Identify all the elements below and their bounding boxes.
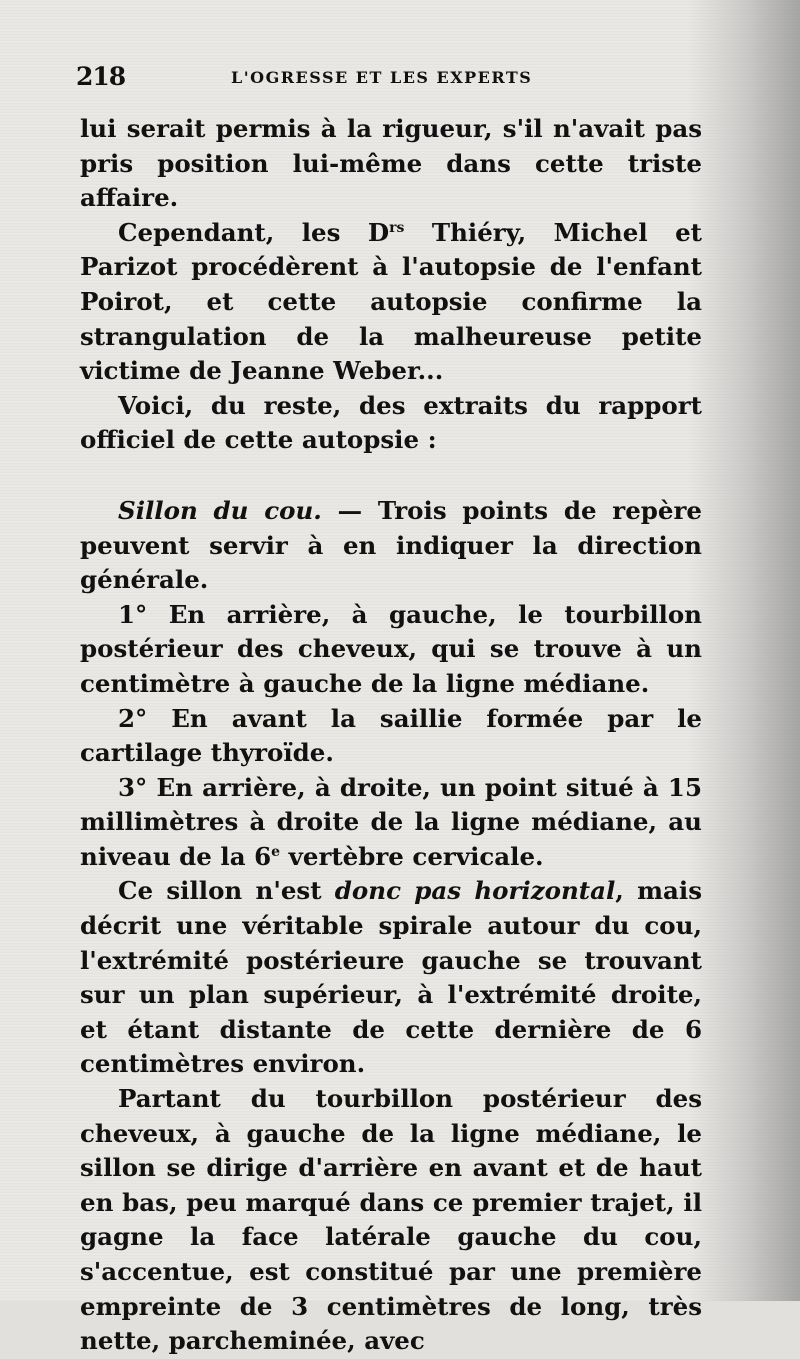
paragraph-extracts-intro: Voici, du reste, des extraits du rapport officiel de cette autopsie : xyxy=(80,390,702,455)
paragraph-trajectory: Partant du tourbillon postérieur des cheveux, à gauche de la ligne médiane, le sillon se dirige d'arrière en avant et de haut en bas, peu marqué dans ce premier trajet, il gagne la face latérale gauche du cou, s'accentue, est constitué par une première empreinte de 3 centimètres de long, très nette, parcheminée, avec xyxy=(80,1084,702,1356)
paragraph-autopsy: Cependant, les $D^{rs}$ Thiéry, Michel et Parizot procédèrent à l'autopsie de l'enfant Poirot, et cette autopsie confirme la strangulation de la malheureuse petite victime de Jeanne Weber... xyxy=(80,217,702,386)
paragraph-continuation: lui serait permis à la rigueur, s'il n'avait pas pris position lui-même dans cette triste affaire. xyxy=(80,114,702,213)
page-header xyxy=(76,62,706,90)
section-heading: Sillon du cou. xyxy=(118,495,322,525)
paragraph-spiral: Ce sillon n'est donc pas horizontal, mais décrit une véritable spirale autour du cou, l'extrémité postérieure gauche se trouvant sur un plan supérieur, à l'extrémité droite, et étant distante de cette dernière de 6 centimètres environ. xyxy=(80,876,702,1079)
list-item-point-3: 3° En arrière, à droite, un point situé à 15 millimètres à droite de la ligne médiane, au niveau de la 6e vertèbre cervicale. xyxy=(80,772,702,871)
paragraph-neck-groove: Sillon du cou. — Trois points de repère peuvent servir à en indiquer la direction générale. xyxy=(80,495,703,595)
list-item-point-2: 2° En avant la saillie formée par le cartilage thyroïde. xyxy=(80,703,702,768)
list-item-point-1: 1° En arrière, à gauche, le tourbillon postérieur des cheveux, qui se trouve à un centimètre à gauche de la ligne médiane. xyxy=(80,599,702,698)
page-number: 218 xyxy=(76,62,126,91)
running-title: L'OGRESSE ET LES EXPERTS xyxy=(231,68,533,87)
body-text xyxy=(80,112,702,1359)
paragraph-gap xyxy=(80,458,702,494)
